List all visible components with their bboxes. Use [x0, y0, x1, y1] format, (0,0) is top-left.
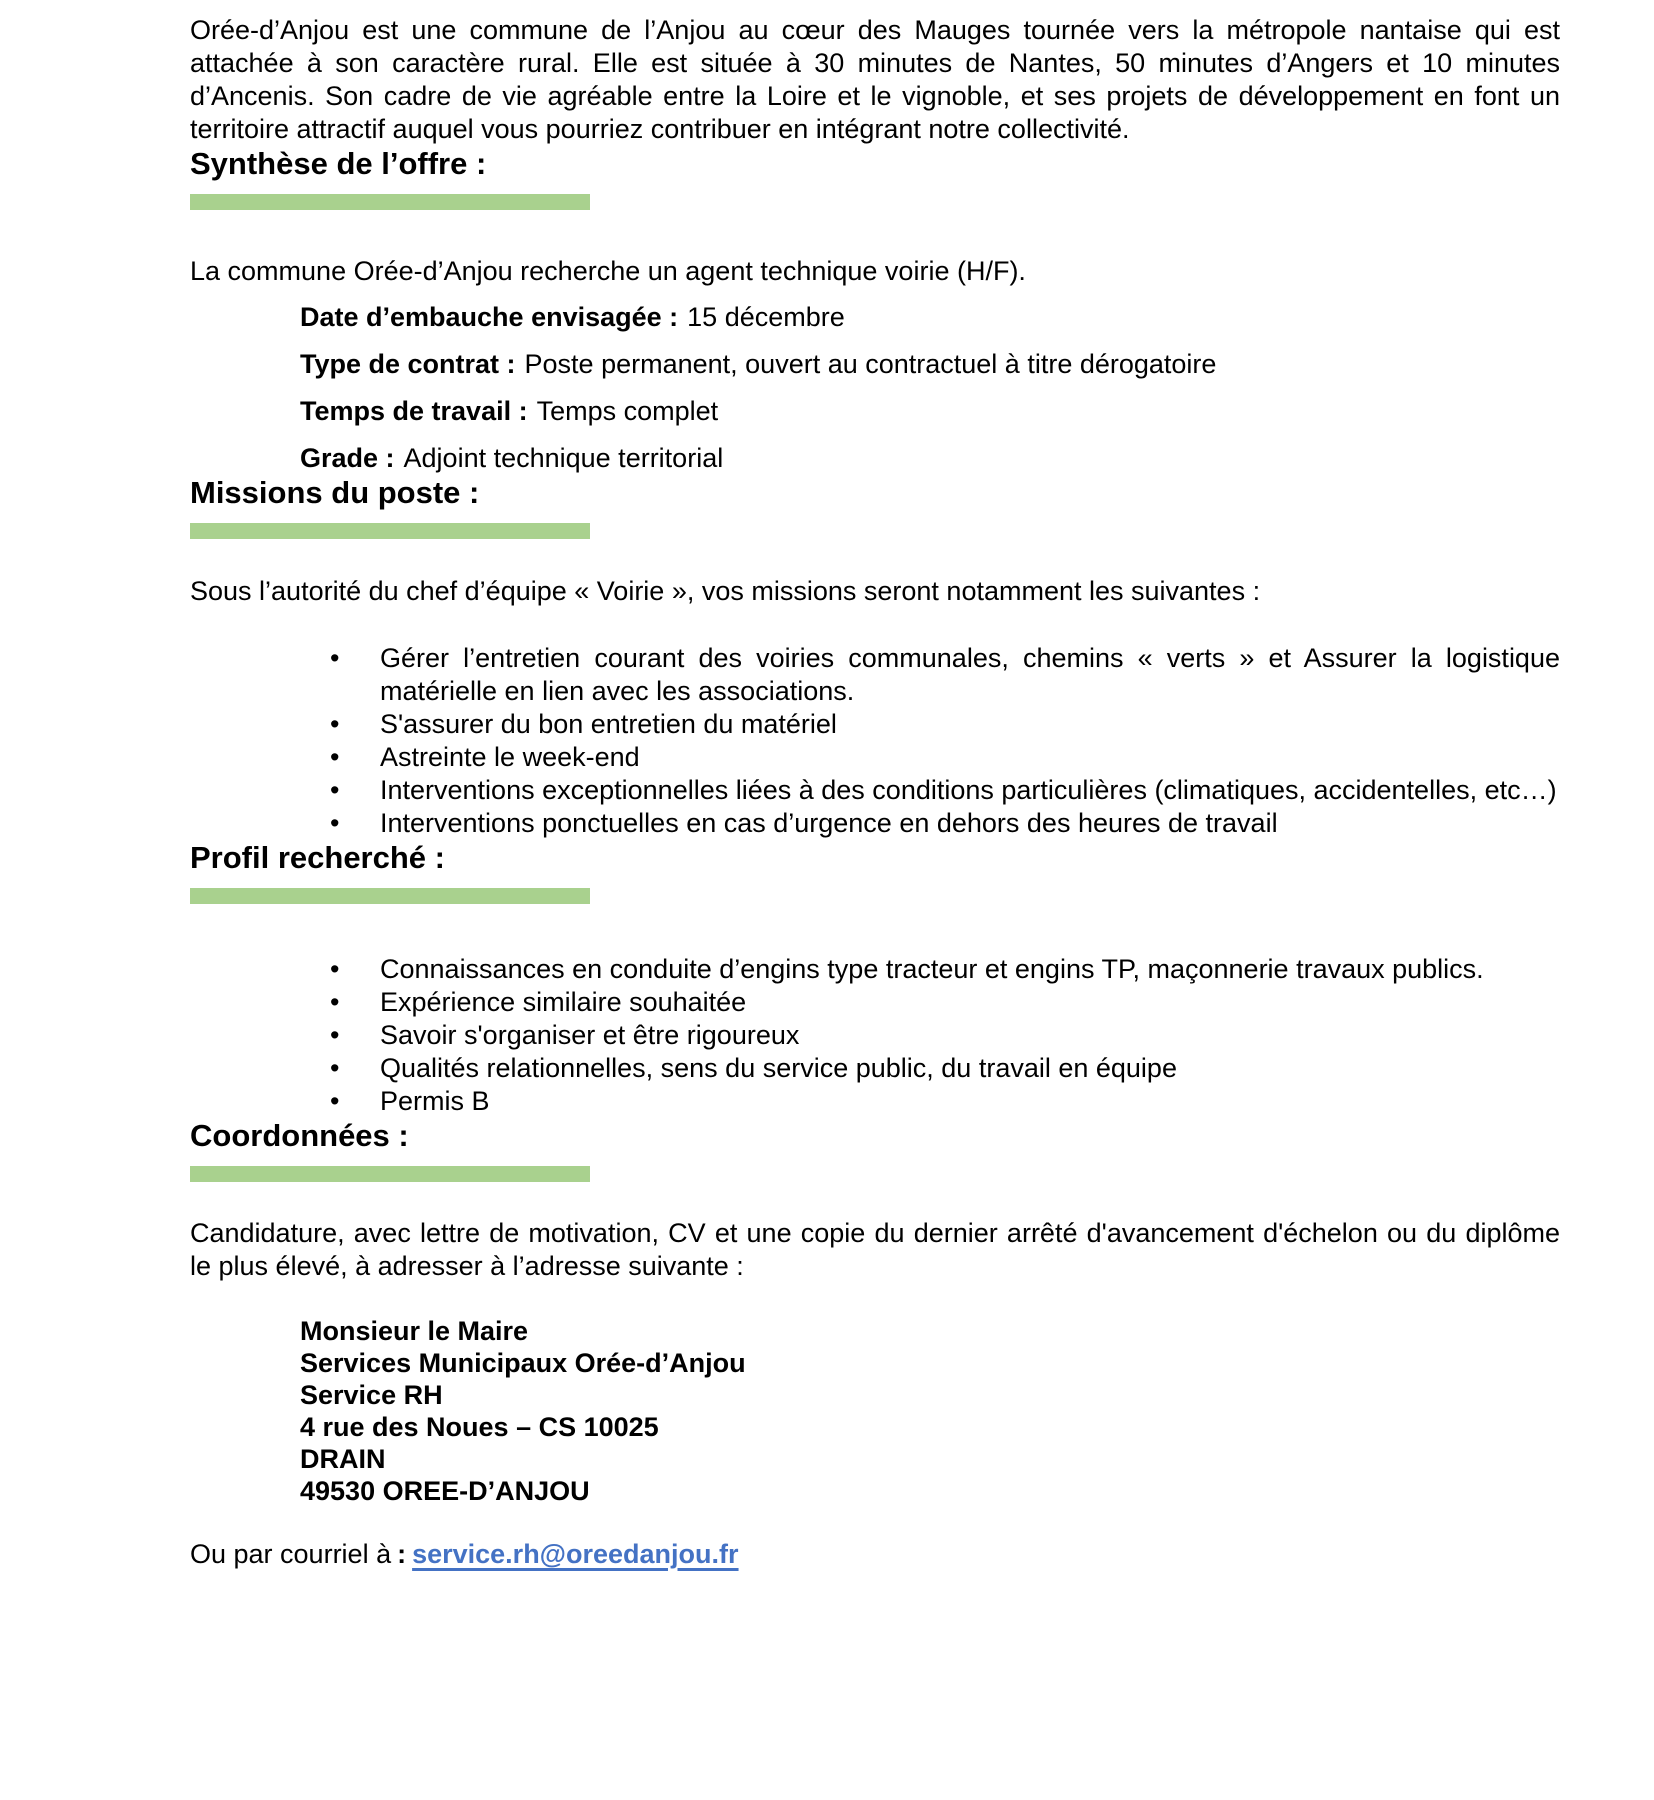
accent-bar [190, 194, 590, 210]
field-grade [300, 442, 1560, 475]
section-title-profil: Profil recherché : [190, 840, 445, 875]
missions-lead: Sous l’autorité du chef d’équipe « Voirie », vos missions seront notamment les suivantes : [190, 576, 1261, 606]
list-item: • Permis B [190, 1085, 1560, 1118]
field-date-embauche [300, 301, 1560, 334]
list-item: • S'assurer du bon entretien du matériel [190, 708, 1560, 741]
address-line: Monsieur le Maire [300, 1316, 529, 1346]
field-type-contrat [300, 348, 1560, 381]
field-value: Poste permanent, ouvert au contractuel à titre dérogatoire [524, 349, 1217, 379]
postal-address [300, 1315, 1560, 1507]
field-label: Temps de travail : [300, 396, 528, 426]
field-label: Type de contrat : [300, 349, 516, 379]
field-value: Temps complet [536, 396, 719, 426]
section-title-missions: Missions du poste : [190, 475, 480, 510]
profil-list [190, 953, 1560, 1118]
accent-bar [190, 888, 590, 904]
intro-paragraph: Orée-d’Anjou est une commune de l’Anjou au cœur des Mauges tournée vers la métropole nantaise qui est attachée à son caractère rural. Elle est située à 30 minutes de Nantes, 50 minutes d’Angers et 10 minutes d’Ancenis. Son cadre de vie agréable entre la Loire et le vignoble, et ses projets de développement en font un territoire attractif auquel vous pourriez contribuer en intégrant notre collectivité. [190, 15, 1560, 144]
field-label: Grade : [300, 443, 395, 473]
accent-bar [190, 523, 590, 539]
accent-bar [190, 1166, 590, 1182]
list-item: • Astreinte le week-end [190, 741, 1560, 774]
field-label: Date d’embauche envisagée : [300, 302, 679, 332]
section-title-coordonnees: Coordonnées : [190, 1118, 409, 1153]
list-item: • Connaissances en conduite d’engins type tracteur et engins TP, maçonnerie travaux publics. [190, 953, 1560, 986]
address-line: 4 rue des Noues – CS 10025 [300, 1412, 659, 1442]
address-line: DRAIN [300, 1444, 386, 1474]
email-separator: : [397, 1539, 407, 1569]
list-item: • Expérience similaire souhaitée [190, 986, 1560, 1019]
address-line: Service RH [300, 1380, 443, 1410]
field-value: 15 décembre [687, 302, 845, 332]
address-line: 49530 OREE-D’ANJOU [300, 1476, 590, 1506]
list-item: • Interventions exceptionnelles liées à des conditions particulières (climatiques, accidentelles, etc…) [190, 774, 1560, 807]
email-line [190, 1538, 1560, 1571]
document-content [190, 0, 1560, 1571]
email-prefix: Ou par courriel à [190, 1539, 392, 1569]
list-item: • Interventions ponctuelles en cas d’urgence en dehors des heures de travail [190, 807, 1560, 840]
email-link[interactable]: service.rh@oreedanjou.fr [412, 1539, 739, 1569]
list-item: • Qualités relationnelles, sens du service public, du travail en équipe [190, 1052, 1560, 1085]
list-item: • Gérer l’entretien courant des voiries communales, chemins « verts » et Assurer la logistique matérielle en lien avec les associations. [190, 642, 1560, 708]
offer-fields [190, 301, 1560, 475]
coordonnees-lead: Candidature, avec lettre de motivation, CV et une copie du dernier arrêté d'avancement d'échelon ou du diplôme le plus élevé, à adresser à l’adresse suivante : [190, 1218, 1560, 1281]
field-temps-travail [300, 395, 1560, 428]
section-title-synthese: Synthèse de l’offre : [190, 146, 487, 181]
field-value: Adjoint technique territorial [403, 443, 724, 473]
synthese-lead: La commune Orée-d’Anjou recherche un agent technique voirie (H/F). [190, 256, 1026, 286]
missions-list [190, 642, 1560, 840]
address-line: Services Municipaux Orée-d’Anjou [300, 1348, 746, 1378]
list-item: • Savoir s'organiser et être rigoureux [190, 1019, 1560, 1052]
